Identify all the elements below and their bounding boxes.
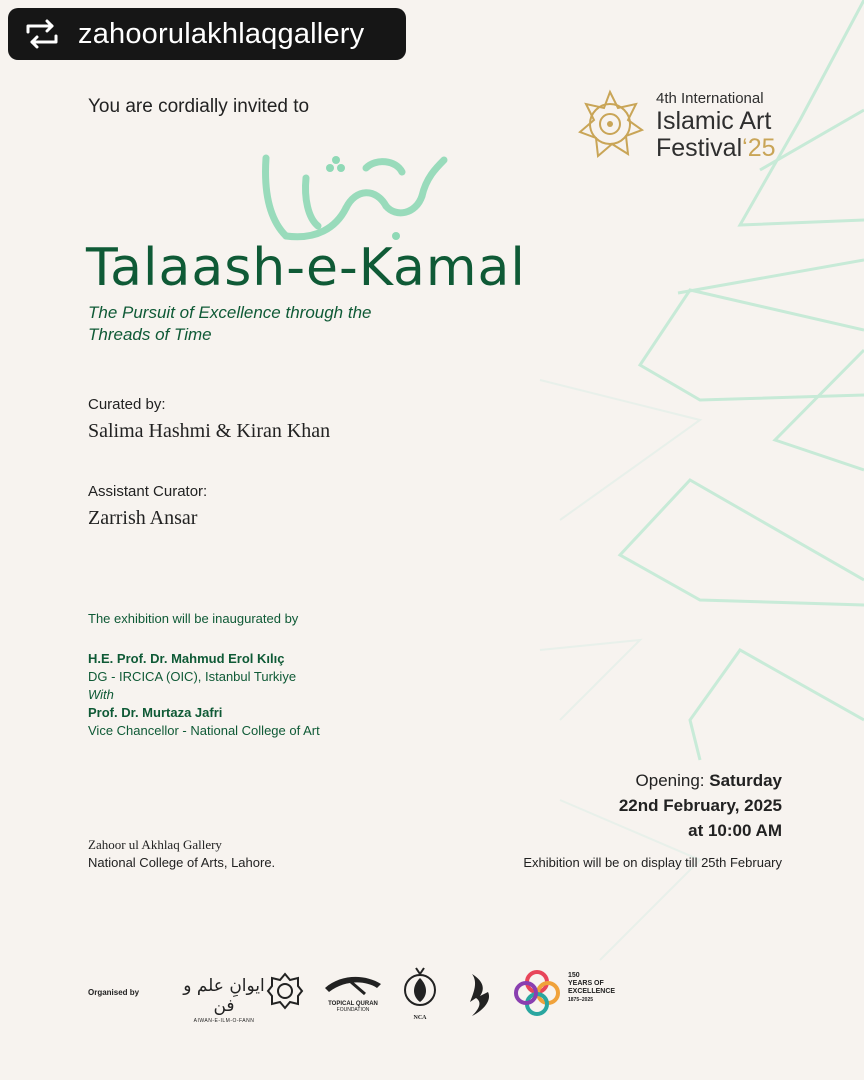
- topical-quran-line2: FOUNDATION: [336, 1007, 370, 1013]
- guest1-title: DG - IRCICA (OIC), Istanbul Turkiye: [88, 669, 297, 684]
- festival-logo: [572, 86, 792, 166]
- account-handle[interactable]: zahoorulakhlaqgallery: [78, 17, 365, 50]
- with-text: With: [88, 687, 114, 702]
- nca-text: NCA: [413, 1015, 427, 1021]
- aiwan-emblem-icon: [266, 972, 304, 1010]
- topical-quran-icon: [321, 974, 385, 996]
- opening-label: Opening:: [635, 771, 705, 790]
- organisers-logos: [0, 960, 864, 1030]
- display-till-text: Exhibition will be on display till 25th February: [523, 855, 782, 870]
- festival-name: [656, 90, 776, 162]
- festival-line1: 4th International: [656, 90, 764, 107]
- inauguration-heading: The exhibition will be inaugurated by: [88, 611, 299, 626]
- guest2-title: Vice Chancellor - National College of Art: [88, 723, 320, 738]
- opening-day: Saturday: [709, 771, 782, 790]
- invitation-text: You are cordially invited to: [88, 96, 310, 117]
- guest2-name: Prof. Dr. Murtaza Jafri: [88, 705, 223, 720]
- opening-time: at 10:00 AM: [688, 821, 782, 840]
- nca-emblem-icon: [402, 966, 438, 1010]
- curated-by-label: Curated by:: [88, 396, 166, 413]
- organised-by-label: Organised by: [88, 988, 140, 997]
- topical-quran-logo: [320, 974, 386, 1018]
- festival-line3: Festival: [656, 134, 743, 162]
- anniversary-line4: 1875–2025: [568, 997, 594, 1003]
- gold-rosette-icon: [572, 86, 648, 162]
- opening-details: [619, 768, 782, 843]
- nca-logo: [402, 966, 438, 1026]
- aiwan-caption: AIWAN-E-ILM-O-FANN: [193, 1018, 255, 1024]
- exhibition-subtitle: The Pursuit of Excellence through the Threads of Time: [88, 303, 372, 344]
- repost-badge[interactable]: [8, 8, 406, 60]
- assistant-curator-label: Assistant Curator:: [88, 483, 208, 500]
- festival-line2: Islamic Art: [656, 107, 772, 135]
- anniversary-line3: EXCELLENCE: [568, 988, 616, 995]
- guest1-name: H.E. Prof. Dr. Mahmud Erol Kılıç: [88, 651, 285, 666]
- anniversary-logo: [512, 968, 632, 1022]
- repost-icon: [22, 19, 62, 49]
- book-calligraphy-icon: [466, 968, 496, 1020]
- anniversary-line1: 150: [568, 972, 580, 979]
- assistant-curator-name: Zarrish Ansar: [88, 507, 198, 529]
- anniversary-line2: YEARS OF: [568, 980, 604, 987]
- topical-quran-line1: TOPICAL QURAN: [328, 1001, 378, 1007]
- exhibition-title: Talaash-e-Kamal: [86, 238, 526, 298]
- aiwan-logo: [176, 976, 272, 1024]
- festival-year: ‘25: [742, 134, 776, 162]
- venue-line2: National College of Arts, Lahore.: [88, 855, 276, 870]
- urdu-calligraphy: [246, 148, 456, 248]
- anniversary-emblem-icon: [512, 968, 562, 1018]
- venue: [88, 836, 275, 872]
- venue-line1: Zahoor ul Akhlaq Gallery: [88, 837, 222, 852]
- curator-names: Salima Hashmi & Kiran Khan: [88, 420, 331, 442]
- opening-date: 22nd February, 2025: [618, 796, 782, 815]
- aiwan-urdu-text: ایوانِ علم و فن: [183, 976, 265, 1016]
